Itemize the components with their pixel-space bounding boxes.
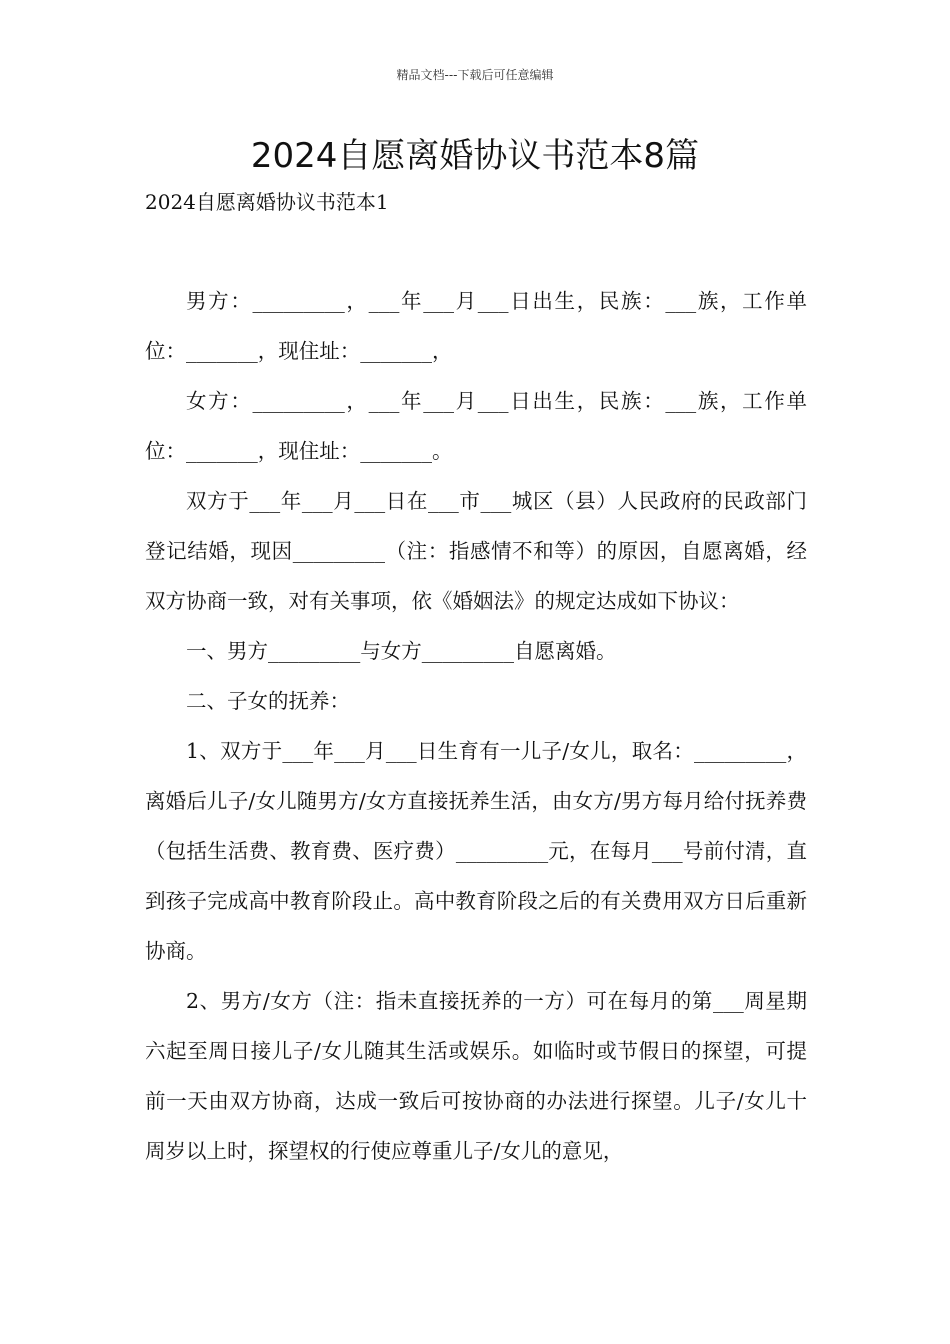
paragraph-clause-1: 一、男方_________与女方_________自愿离婚。 <box>186 639 617 663</box>
document-body <box>145 276 807 1176</box>
paragraph-marriage-registration: 双方于___年___月___日在___市___城区（县）人民政府的民政部门登记结婚，现因_________（注：指感情不和等）的原因，自愿离婚，经双方协商一致，对有关事项，依《婚姻法》的规定达成如下协议： <box>145 489 807 613</box>
paragraph-male-party: 男方：_________，___年___月___日出生，民族：___族，工作单位：_______，现住址：_______， <box>145 289 807 363</box>
paragraph-child-support: 1、双方于___年___月___日生育有一儿子/女儿，取名：_________，离婚后儿子/女儿随男方/女方直接抚养生活，由女方/男方每月给付抚养费（包括生活费、教育费、医疗费）_________元，在每月___号前付清，直到孩子完成高中教育阶段止。高中教育阶段之后的有关费用双方日后重新协商。 <box>145 739 807 963</box>
paragraph-visitation: 2、男方/女方（注：指未直接抚养的一方）可在每月的第___周星期六起至周日接儿子/女儿随其生活或娱乐。如临时或节假日的探望，可提前一天由双方协商，达成一致后可按协商的办法进行探望。儿子/女儿十周岁以上时，探望权的行使应尊重儿子/女儿的意见， <box>145 989 807 1163</box>
section-subtitle: 2024自愿离婚协议书范本1 <box>145 190 389 214</box>
paragraph-female-party: 女方：_________，___年___月___日出生，民族：___族，工作单位：_______，现住址：_______。 <box>145 389 807 463</box>
header-note: 精品文档---下载后可任意编辑 <box>396 68 554 82</box>
document-title: 2024自愿离婚协议书范本8篇 <box>250 136 700 176</box>
paragraph-clause-2-heading: 二、子女的抚养： <box>186 689 350 713</box>
